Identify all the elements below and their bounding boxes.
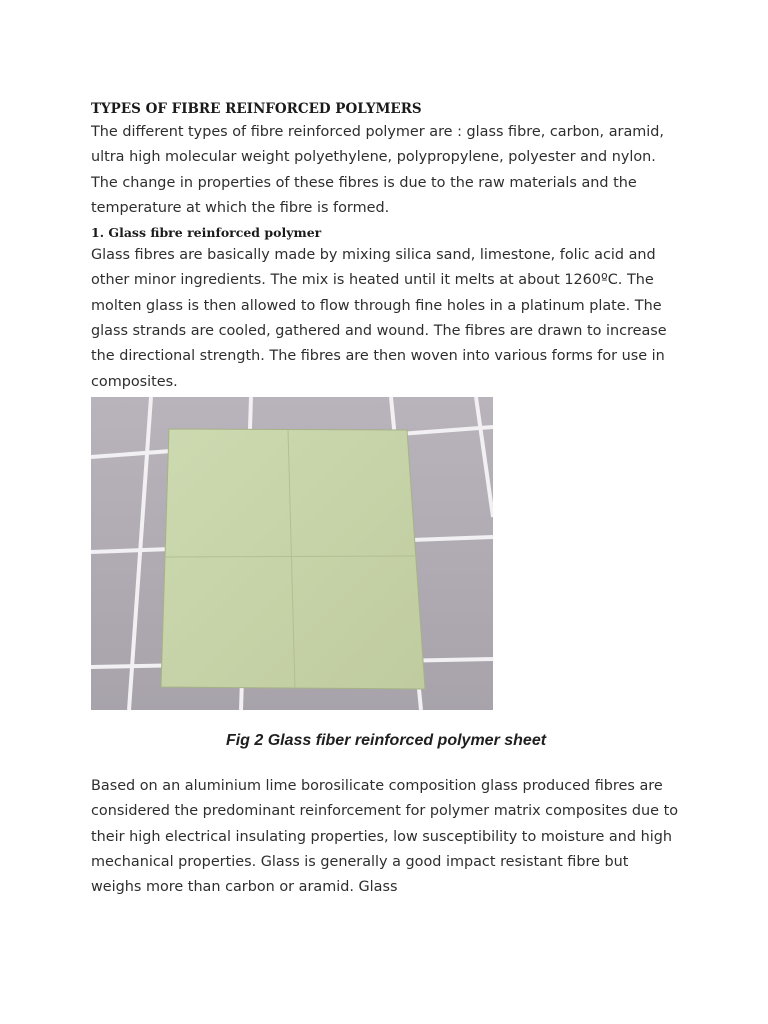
glass-fibre-sheet-photo bbox=[91, 397, 493, 710]
closing-paragraph: Based on an aluminium lime borosilicate composition glass produced fibres are considered the predominant reinforcement for polymer matrix composites due to their high electrical insulating properties, low susceptibility to moisture and high mechanical properties. Glass is generally a good impact resistant fibre but weighs more than carbon or aramid. Glass bbox=[91, 777, 679, 896]
figure-caption: Fig 2 Glass fiber reinforced polymer sheet bbox=[225, 731, 547, 749]
glass-fibre-paragraph: Glass fibres are basically made by mixing silica sand, limestone, folic acid and other minor ingredients. The mix is heated until it melts at about 1260ºC. The molten glass is then allowed to flow through fine holes in a platinum plate. The glass strands are cooled, gathered and wound. The fibres are drawn to increase the directional strength. The fibres are then woven into various forms for use in composites. bbox=[91, 247, 667, 390]
intro-paragraph: The different types of fibre reinforced polymer are : glass fibre, carbon, aramid, ultra high molecular weight polyethylene, polypropylene, polyester and nylon. The change in properties of these fibres is due to the raw materials and the temperature at which the fibre is formed. bbox=[91, 124, 664, 216]
subsection-heading: 1. Glass fibre reinforced polymer bbox=[91, 225, 322, 241]
document-page bbox=[91, 98, 681, 900]
section-heading: TYPES OF FIBRE REINFORCED POLYMERS bbox=[91, 101, 422, 117]
glass-fibre-sheet bbox=[161, 429, 425, 689]
figure-photo bbox=[91, 397, 493, 710]
